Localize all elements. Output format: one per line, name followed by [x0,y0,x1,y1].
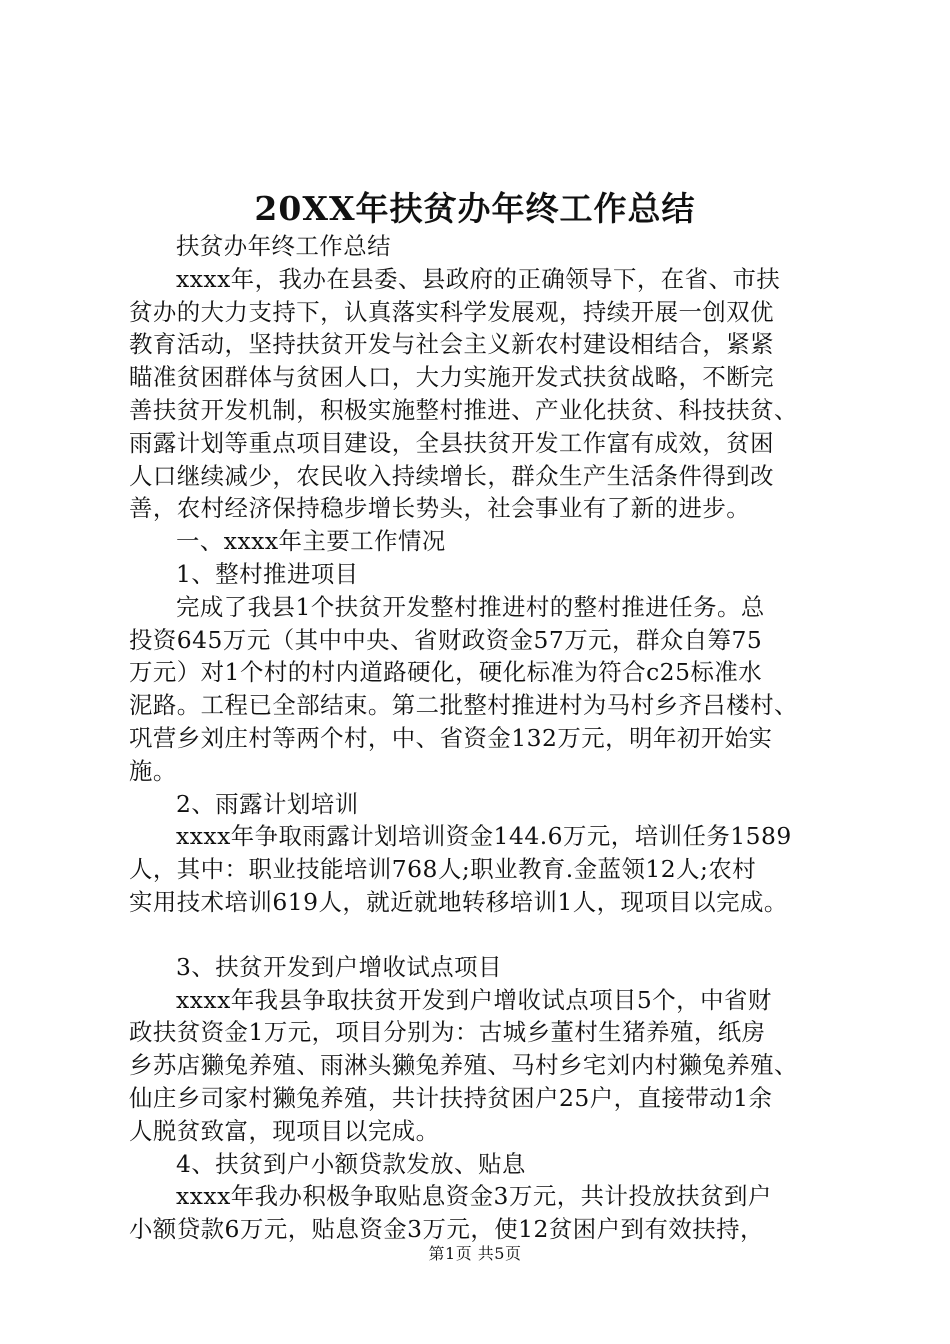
paragraph-line: 政扶贫资金1万元，项目分别为：古城乡董村生猪养殖，纸房 [129,1018,766,1047]
paragraph-line: 善扶贫开发机制，积极实施整村推进、产业化扶贫、科技扶贫、 [129,395,798,424]
paragraph-line: 善，农村经济保持稳步增长势头，社会事业有了新的进步。 [129,494,751,523]
document-body [129,230,841,1246]
paragraph-line: 完成了我县1个扶贫开发整村推进村的整村推进任务。总 [176,592,765,621]
paragraph-line: 万元）对1个村的村内道路硬化，硬化标准为符合c25标准水 [129,658,763,687]
paragraph-line: 雨露计划等重点项目建设，全县扶贫开发工作富有成效，贫困 [129,428,775,457]
paragraph-line: xxxx年争取雨露计划培训资金144.6万元，培训任务1589 [176,822,792,851]
paragraph-line: 施。 [129,756,177,785]
paragraph-line: 乡苏店獭兔养殖、雨淋头獭兔养殖、马村乡宅刘内村獭兔养殖、 [129,1051,798,1080]
paragraph-line: 教育活动，坚持扶贫开发与社会主义新农村建设相结合，紧紧 [129,330,775,359]
subsection-heading: 2、雨露计划培训 [176,789,359,818]
paragraph-line: 仙庄乡司家村獭兔养殖，共计扶持贫困户25户，直接带动1余 [129,1083,773,1112]
paragraph-line: 实用技术培训619人，就近就地转移培训1人，现项目以完成。 [129,887,788,916]
paragraph-line: xxxx年我县争取扶贫开发到户增收试点项目5个，中省财 [176,985,772,1014]
paragraph-line: xxxx年我办积极争取贴息资金3万元，共计投放扶贫到户 [176,1182,772,1211]
subtitle-line: 扶贫办年终工作总结 [176,232,392,260]
paragraph-line: 瞄准贫困群体与贫困人口，大力实施开发式扶贫战略，不断完 [129,363,775,392]
paragraph-line: xxxx年，我办在县委、县政府的正确领导下，在省、市扶 [176,264,781,293]
paragraph-line: 人口继续减少，农民收入持续增长，群众生产生活条件得到改 [129,461,775,490]
page-footer: 第1页 共5页 [428,1244,522,1263]
paragraph-line: 人脱贫致富，现项目以完成。 [129,1116,440,1145]
paragraph-line: 贫办的大力支持下，认真落实科学发展观，持续开展一创双优 [129,297,775,326]
paragraph-line: 泥路。工程已全部结束。第二批整村推进村为马村乡齐吕楼村、 [129,691,798,720]
document-title: 20XX年扶贫办年终工作总结 [254,189,696,228]
paragraph-line: 投资645万元（其中中央、省财政资金57万元，群众自筹75 [129,625,763,654]
subsection-heading: 1、整村推进项目 [176,559,359,588]
subsection-heading: 4、扶贫到户小额贷款发放、贴息 [176,1149,526,1178]
paragraph-line: 巩营乡刘庄村等两个村，中、省资金132万元，明年初开始实 [129,723,773,752]
paragraph-line: 小额贷款6万元，贴息资金3万元，使12贫困户到有效扶持， [129,1215,764,1244]
subsection-heading: 3、扶贫开发到户增收试点项目 [176,952,502,981]
section-heading: 一、xxxx年主要工作情况 [176,527,446,556]
paragraph-line: 人，其中：职业技能培训768人;职业教育.金蓝领12人;农村 [129,855,757,884]
